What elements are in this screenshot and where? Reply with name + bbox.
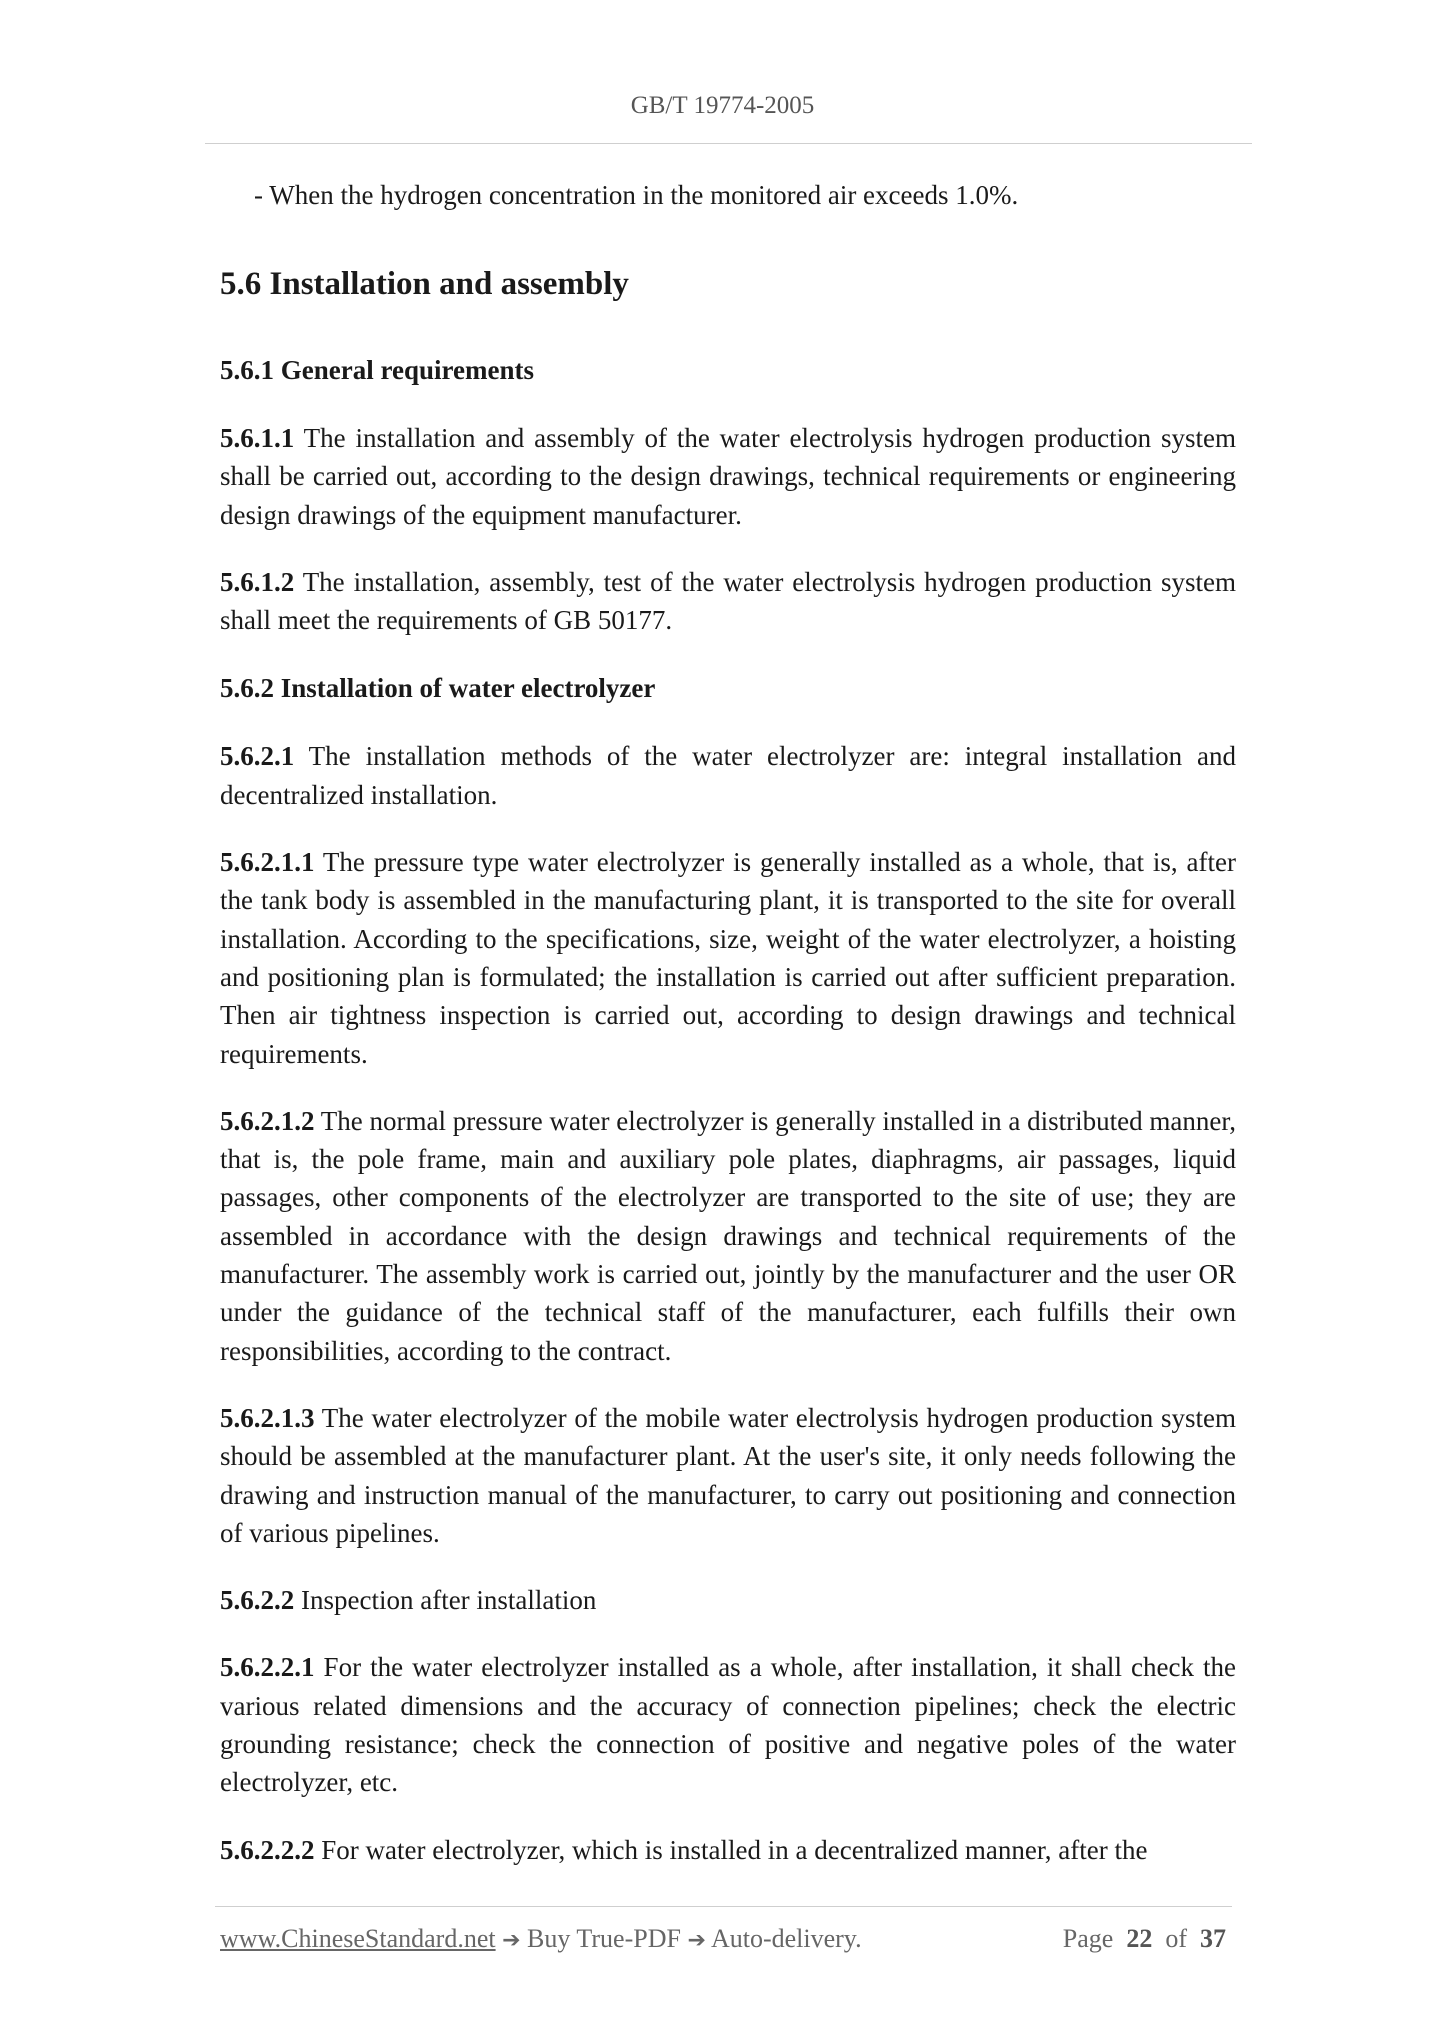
clause-number: 5.6.2.2.1	[220, 1652, 315, 1683]
clause-number: 5.6.1.2	[220, 566, 295, 597]
clause-text: The normal pressure water electrolyzer is generally installed in a distributed manner, that is, the pole frame, main and auxiliary pole plates, diaphragms, air passages, liquid passages, other components of the electrolyzer are transported to the site of use; they are assembled in accordance with the design drawings and technical requirements of the manufacturer. The assembly work is carried out, jointly by the manufacturer and the user OR under the guidance of the technical staff of the manufacturer, each fulfills their own responsibilities, according to the contract.	[220, 1105, 1236, 1366]
clause-5-6-2-2-1	[220, 1648, 1236, 1801]
clause-number: 5.6.2.2	[220, 1585, 295, 1616]
total-pages: 37	[1200, 1924, 1226, 1953]
buy-pdf-text: Buy True-PDF	[520, 1924, 688, 1953]
page-label: Page	[1062, 1924, 1114, 1953]
clause-number: 5.6.2.1.3	[220, 1402, 315, 1433]
clause-text: For the water electrolyzer installed as a whole, after installation, it shall check the various related dimensions and the accuracy of connection pipelines; check the electric grounding resistance; check the connection of positive and negative poles of the water electrolyzer, etc.	[220, 1652, 1236, 1798]
footer-divider	[215, 1906, 1232, 1907]
clause-number: 5.6.2.1	[220, 741, 295, 772]
clause-5-6-2-2	[220, 1581, 1236, 1619]
clause-5-6-2-1-1	[220, 843, 1236, 1073]
clause-5-6-2-2-2	[220, 1831, 1236, 1869]
clause-text: The pressure type water electrolyzer is generally installed as a whole, that is, after the tank body is assembled in the manufacturing plant, it is transported to the site for overall installation. According to the specifications, size, weight of the water electrolyzer, a hoisting and positioning plan is formulated; the installation is carried out after sufficient preparation. Then air tightness inspection is carried out, according to design drawings and technical requirements.	[220, 847, 1236, 1069]
document-body	[220, 170, 1236, 1869]
clause-5-6-1-2	[220, 563, 1236, 640]
clause-text: Inspection after installation	[294, 1585, 597, 1616]
of-label: of	[1165, 1924, 1187, 1953]
website-link[interactable]: www.ChineseStandard.net	[220, 1924, 496, 1953]
page-header: GB/T 19774-2005	[630, 92, 815, 119]
clause-5-6-2-1-3	[220, 1399, 1236, 1552]
clause-number: 5.6.2.1.2	[220, 1105, 315, 1136]
clause-text: The installation and assembly of the water electrolysis hydrogen production system shall be carried out, according to the design drawings, technical requirements or engineering design drawings of the equipment manufacturer.	[220, 423, 1236, 530]
bullet-item: - When the hydrogen concentration in the monitored air exceeds 1.0%.	[254, 180, 1019, 210]
clause-text: For water electrolyzer, which is installed in a decentralized manner, after the	[314, 1834, 1148, 1865]
current-page: 22	[1126, 1924, 1153, 1953]
clause-5-6-1-1	[220, 419, 1236, 534]
clause-5-6-2-1	[220, 737, 1236, 814]
clause-text: The installation methods of the water electrolyzer are: integral installation and decentralized installation.	[220, 741, 1236, 810]
page-number	[1063, 1924, 1226, 1954]
clause-number: 5.6.2.1.1	[220, 847, 315, 878]
clause-number: 5.6.2.2.2	[220, 1834, 315, 1865]
clause-number: 5.6.1.1	[220, 423, 295, 453]
auto-delivery-text: Auto-delivery.	[705, 1924, 862, 1953]
subsection-heading-5-6-2: 5.6.2 Installation of water electrolyzer	[220, 673, 656, 704]
page-footer	[220, 1924, 1236, 1954]
subsection-heading-5-6-1: 5.6.1 General requirements	[220, 355, 534, 385]
arrow-right-icon: ➔	[687, 1928, 706, 1953]
clause-text: The installation, assembly, test of the water electrolysis hydrogen production system shall meet the requirements of GB 50177.	[220, 566, 1236, 636]
clause-5-6-2-1-2	[220, 1102, 1236, 1370]
header-divider	[205, 143, 1252, 144]
clause-text: The water electrolyzer of the mobile water electrolysis hydrogen production system should be assembled at the manufacturer plant. At the user's site, it only needs following the drawing and instruction manual of the manufacturer, to carry out positioning and connection of various pipelines.	[220, 1402, 1236, 1548]
section-heading-5-6: 5.6 Installation and assembly	[220, 266, 629, 302]
arrow-right-icon: ➔	[502, 1928, 521, 1953]
